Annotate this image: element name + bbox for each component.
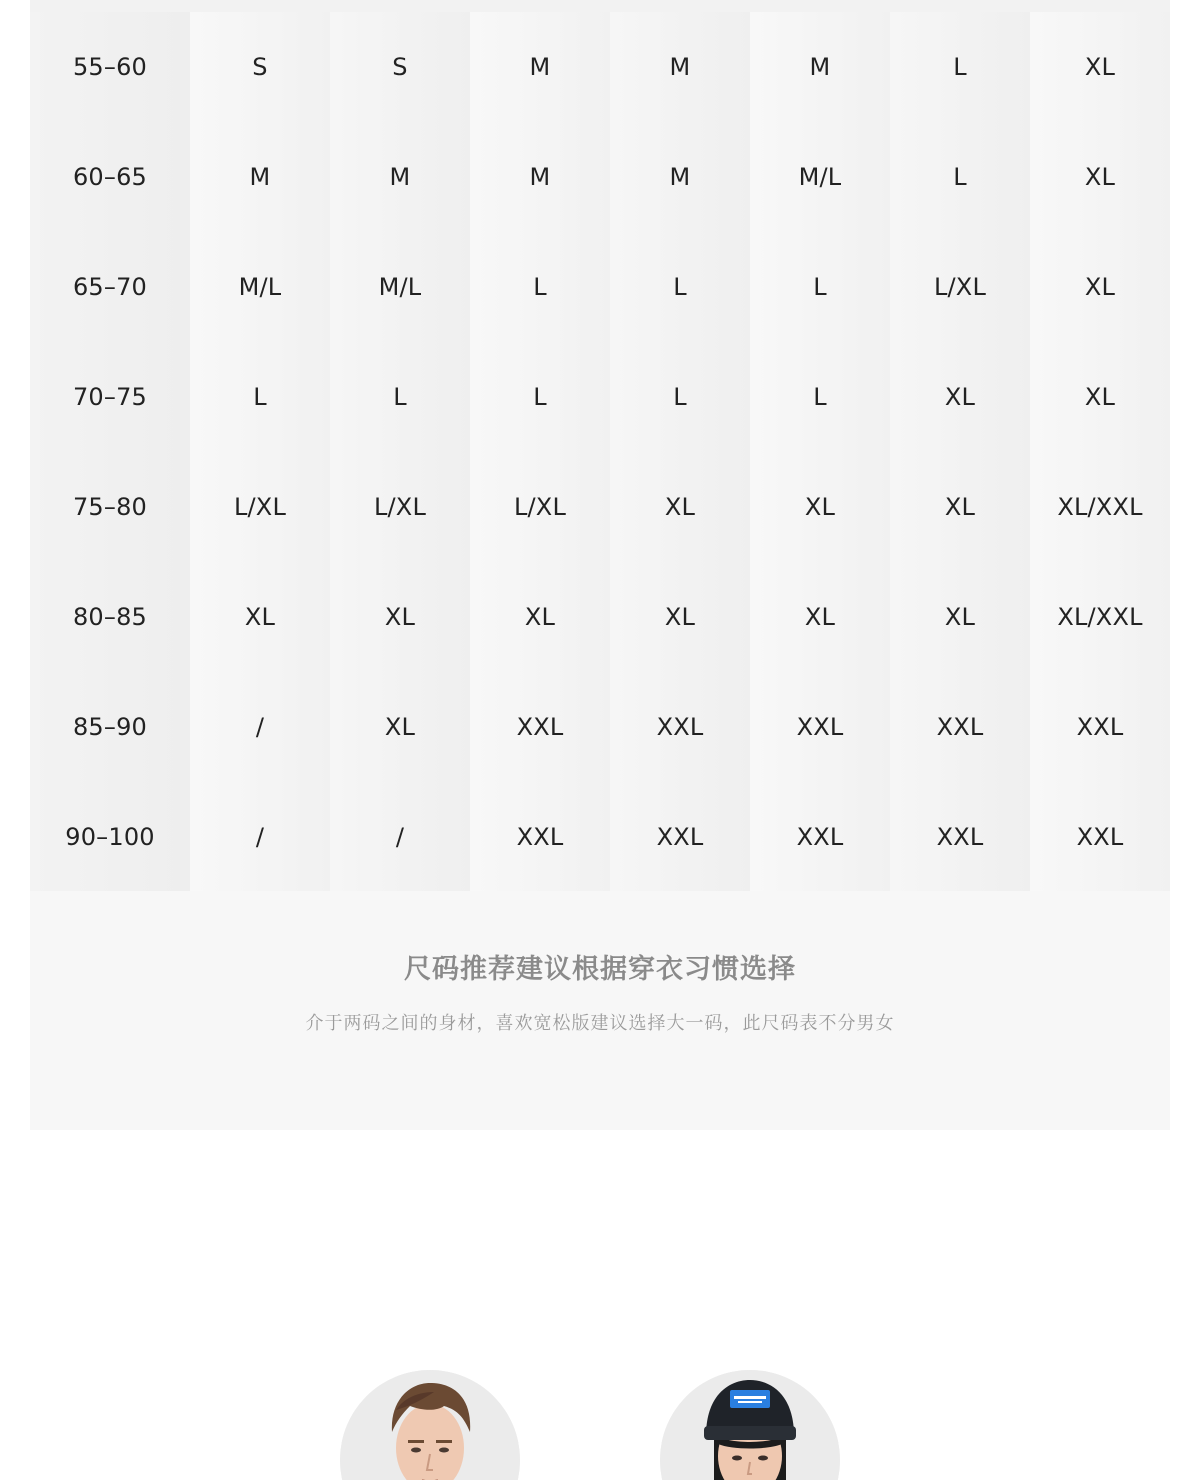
size-recommendation-cell: L (750, 342, 890, 452)
size-recommendation-cell: XL/XXL (1030, 562, 1170, 672)
size-recommendation-cell: XL (190, 562, 330, 672)
size-note-subtitle: 介于两码之间的身材，喜欢宽松版建议选择大一码，此尺码表不分男女 (305, 1013, 895, 1034)
size-recommendation-cell: L/XL (190, 452, 330, 562)
size-recommendation-cell: L/XL (330, 452, 470, 562)
size-recommendation-cell: XXL (750, 782, 890, 892)
size-recommendation-cell: L/XL (470, 452, 610, 562)
size-recommendation-cell: L (470, 342, 610, 452)
male-model-avatar-icon (340, 1370, 520, 1480)
size-recommendation-cell: L (330, 342, 470, 452)
size-recommendation-cell: XL (890, 452, 1030, 562)
size-recommendation-cell: M (470, 122, 610, 232)
size-recommendation-cell: XL (330, 562, 470, 672)
size-recommendation-cell: M (470, 12, 610, 122)
table-edge-cell (610, 0, 750, 12)
size-recommendation-cell: M (610, 122, 750, 232)
size-recommendation-cell: L (890, 122, 1030, 232)
size-recommendation-cell: M (190, 122, 330, 232)
size-recommendation-cell: XL (1030, 122, 1170, 232)
weight-range-cell: 70–75 (30, 342, 190, 452)
size-recommendation-cell: M/L (190, 232, 330, 342)
table-edge-cell (1030, 0, 1170, 12)
weight-range-cell: 75–80 (30, 452, 190, 562)
table-edge-cell (750, 0, 890, 12)
size-recommendation-cell: XL (330, 672, 470, 782)
size-recommendation-cell: XXL (610, 672, 750, 782)
size-recommendation-cell: XXL (890, 782, 1030, 892)
size-note-panel (30, 891, 1170, 1130)
size-recommendation-cell: XXL (470, 672, 610, 782)
size-recommendation-cell: XL (750, 452, 890, 562)
size-recommendation-cell: XXL (890, 672, 1030, 782)
weight-range-cell: 60–65 (30, 122, 190, 232)
size-recommendation-cell: M/L (330, 232, 470, 342)
size-recommendation-cell: XXL (1030, 782, 1170, 892)
size-recommendation-cell: / (190, 782, 330, 892)
size-recommendation-cell: M (330, 122, 470, 232)
size-recommendation-cell: L (610, 232, 750, 342)
size-recommendation-cell: S (190, 12, 330, 122)
table-edge-cell (890, 0, 1030, 12)
weight-range-cell: 55–60 (30, 12, 190, 122)
size-recommendation-cell: XXL (1030, 672, 1170, 782)
female-model-avatar-icon (660, 1370, 840, 1480)
weight-range-cell: 65–70 (30, 232, 190, 342)
size-recommendation-cell: L (750, 232, 890, 342)
size-recommendation-cell: XL/XXL (1030, 452, 1170, 562)
size-recommendation-cell: L (470, 232, 610, 342)
weight-range-cell: 80–85 (30, 562, 190, 672)
size-recommendation-cell: XL (470, 562, 610, 672)
size-recommendation-cell: XL (750, 562, 890, 672)
size-recommendation-cell: M/L (750, 122, 890, 232)
size-recommendation-cell: L (890, 12, 1030, 122)
table-edge-cell (330, 0, 470, 12)
size-recommendation-cell: XL (610, 452, 750, 562)
weight-range-cell: 90–100 (30, 782, 190, 892)
size-recommendation-cell: XL (1030, 232, 1170, 342)
size-recommendation-cell: XL (1030, 12, 1170, 122)
table-edge-cell (190, 0, 330, 12)
size-chart-table (30, 0, 1170, 891)
size-recommendation-cell: / (330, 782, 470, 892)
size-recommendation-cell: XL (610, 562, 750, 672)
size-recommendation-cell: XL (890, 562, 1030, 672)
size-recommendation-cell: M (610, 12, 750, 122)
size-recommendation-cell: L (610, 342, 750, 452)
size-recommendation-cell: / (190, 672, 330, 782)
size-recommendation-cell: S (330, 12, 470, 122)
size-recommendation-cell: XXL (470, 782, 610, 892)
size-recommendation-cell: M (750, 12, 890, 122)
table-edge-cell (30, 0, 190, 12)
size-recommendation-cell: L (190, 342, 330, 452)
size-recommendation-cell: L/XL (890, 232, 1030, 342)
size-recommendation-cell: XXL (610, 782, 750, 892)
size-recommendation-cell: XXL (750, 672, 890, 782)
table-edge-cell (470, 0, 610, 12)
size-note-title: 尺码推荐建议根据穿衣习惯选择 (404, 954, 796, 985)
size-recommendation-cell: XL (890, 342, 1030, 452)
size-recommendation-cell: XL (1030, 342, 1170, 452)
weight-range-cell: 85–90 (30, 672, 190, 782)
